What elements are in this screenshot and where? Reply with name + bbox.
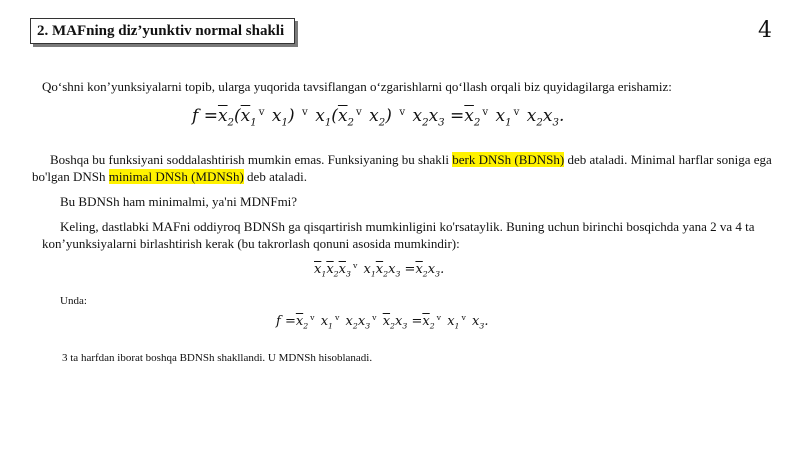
paragraph-conclusion: 3 ta harfdan iborat boshqa BDNSh shakllandi. U MDNSh hisoblanadi. <box>62 352 373 364</box>
paragraph-then: Unda: <box>60 295 87 307</box>
definition-text-1: Boshqa bu funksiyani soddalashtirish mumkin emas. Funksiyaning bu shakli <box>50 152 453 167</box>
paragraph-intro: Qo‘shni kon’yunksiyalarni topib, ularga yuqorida tavsiflangan o‘zgarishlarni qo‘llash orqali biz quyidagilarga erishamiz: <box>42 79 672 94</box>
paragraph-question: Bu BDNSh ham minimalmi, ya'ni MDNFmi? <box>60 194 298 209</box>
highlight-mdnsh: minimal DNSh (MDNSh) <box>108 169 244 184</box>
equation-bdnsh: $f =\overline{x}_2(\overline{x}_1^v$ $x_1$) $^v$ $x_1(\overline{x}_2^v$ $x_2$) $^v$ $x_2x_3 =\overline{x}_2^v$ $x_1^v$ $x_2x_3$. <box>192 106 565 129</box>
paragraph-reduction: Keling, dastlabki MAFni oddiyroq BDNSh ga qisqartirish mumkinligini ko'rsataylik. Buning uchun birinchi bosqichda yana 2 va 4 ta kon’yunksiyalarni birlashtirish kerak (bu takrorlash qonuni asosida mumkindir): <box>42 219 755 251</box>
page-number: 4 <box>758 18 772 43</box>
definition-text-3: deb ataladi. <box>243 169 307 184</box>
highlight-bdnsh: berk DNSh (BDNSh) <box>452 152 565 167</box>
equation-mdnsh: $f =\overline{x}_2^v$ $x_1^v$ $x_2x_3^v$ $\overline{x}_2x_3 =\overline{x}_2^v$ $x_1^v$ $x_3$. <box>276 313 489 331</box>
paragraph-definition <box>32 151 772 185</box>
slide-title: 2. MAFning diz’yunktiv normal shakli <box>30 18 295 44</box>
equation-absorption: $\overline{x}_1\overline{x}_2\overline{x}_3^v$ $x_1\overline{x}_2x_3 =\overline{x}_2x_3$. <box>314 261 445 279</box>
definition-text-2: deb ataladi. Minimal harflar soniga ega bo'lgan DNSh <box>32 152 772 184</box>
